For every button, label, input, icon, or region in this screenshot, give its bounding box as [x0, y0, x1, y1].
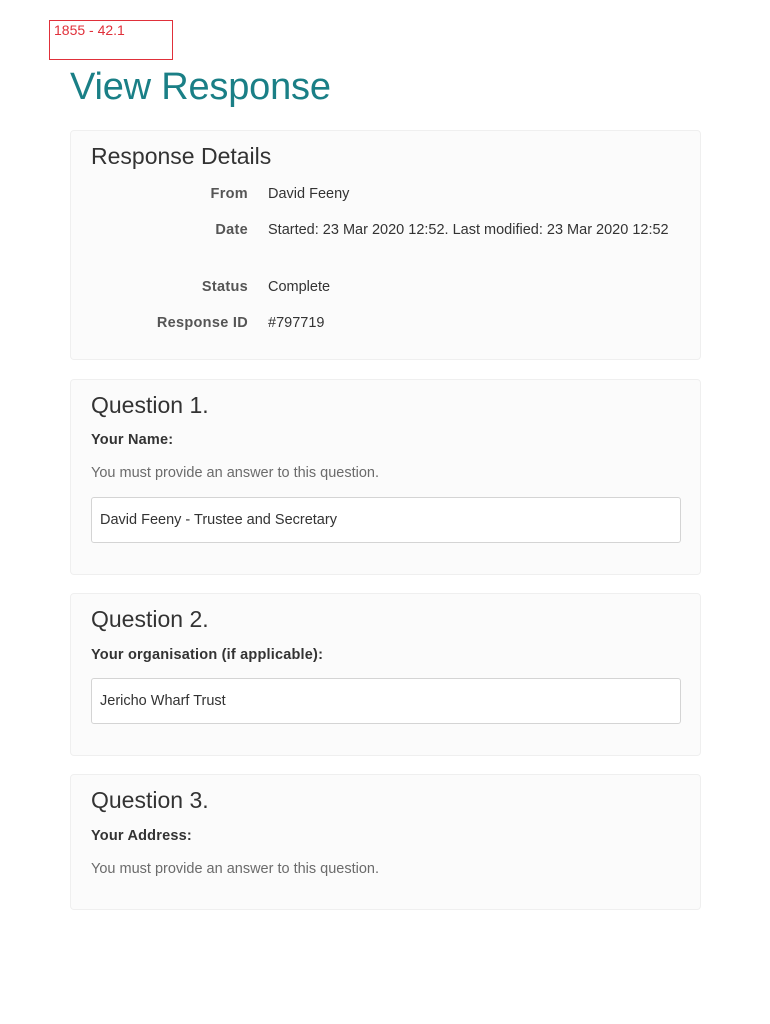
response-details-panel — [70, 130, 701, 360]
question-2-answer: Jericho Wharf Trust — [91, 678, 681, 724]
question-2-panel — [70, 593, 701, 756]
detail-value-status: Complete — [268, 279, 331, 295]
question-3-required-note: You must provide an answer to this question. — [91, 861, 380, 877]
question-1-required-note: You must provide an answer to this question. — [91, 465, 380, 481]
detail-label-date: Date — [215, 222, 248, 238]
response-details-heading: Response Details — [91, 143, 272, 169]
question-1-label: Your Name: — [91, 432, 174, 448]
question-3-panel — [70, 774, 701, 910]
question-2-label: Your organisation (if applicable): — [91, 647, 324, 663]
reference-stamp: 1855 - 42.1 — [49, 20, 173, 60]
question-1-answer: David Feeny - Trustee and Secretary — [91, 497, 681, 543]
question-3-label: Your Address: — [91, 828, 192, 844]
detail-label-from: From — [210, 186, 248, 202]
detail-label-status: Status — [201, 279, 248, 295]
question-1-heading: Question 1. — [91, 392, 209, 418]
page-title: View Response — [70, 66, 331, 108]
detail-value-response-id: #797719 — [268, 315, 325, 331]
detail-value-date: Started: 23 Mar 2020 12:52. Last modified: 23 Mar 2020 12:52 — [268, 222, 669, 238]
detail-value-from: David Feeny — [268, 186, 350, 202]
question-2-heading: Question 2. — [91, 606, 209, 632]
question-3-heading: Question 3. — [91, 787, 209, 813]
detail-label-response-id: Response ID — [156, 315, 248, 331]
question-1-panel — [70, 379, 701, 575]
